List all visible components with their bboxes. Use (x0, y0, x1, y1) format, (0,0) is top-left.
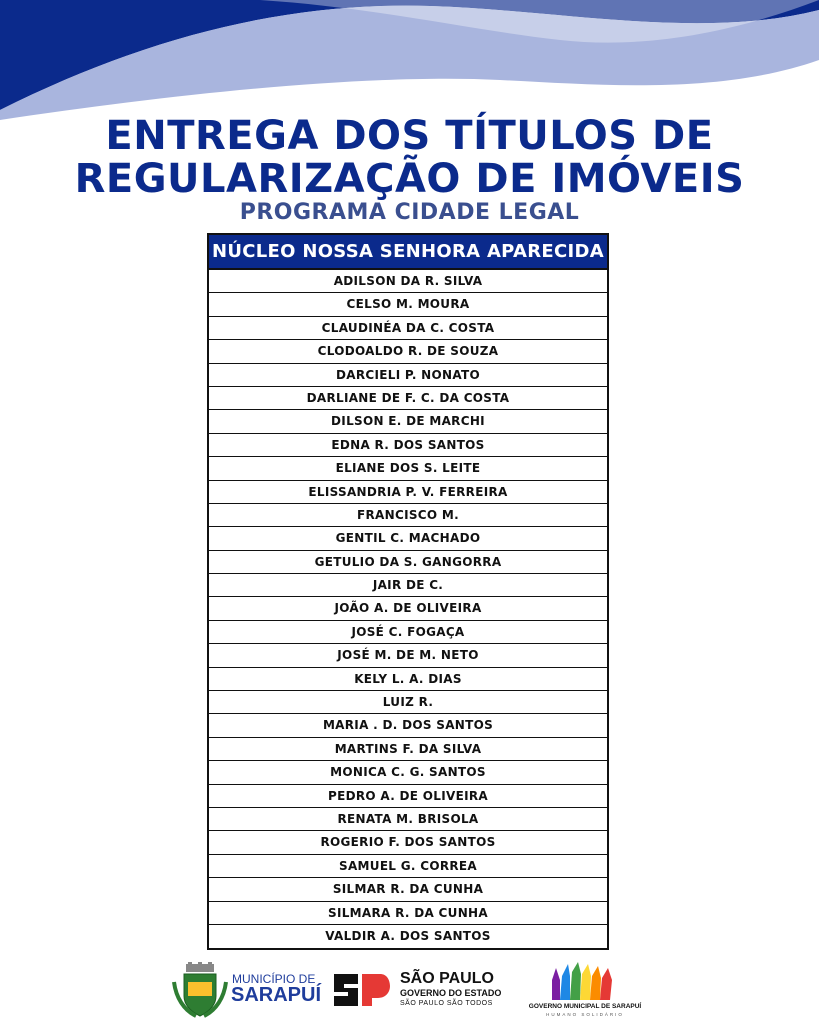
sp-mark-icon (332, 970, 392, 1010)
table-row: FRANCISCO M. (209, 504, 607, 527)
table-rows (209, 270, 607, 948)
footer-logos (0, 960, 819, 1024)
table-heading: NÚCLEO NOSSA SENHORA APARECIDA (209, 235, 607, 270)
table-row: DARCIELI P. NONATO (209, 364, 607, 387)
table-row: CLODOALDO R. DE SOUZA (209, 340, 607, 363)
sp-line3: SÃO PAULO SÃO TODOS (400, 1000, 493, 1007)
table-row: ELIANE DOS S. LEITE (209, 457, 607, 480)
colorful-hands-icon (548, 962, 618, 1002)
page-title-line2: REGULARIZAÇÃO DE IMÓVEIS (74, 156, 745, 202)
table-row: JAIR DE C. (209, 574, 607, 597)
governo-municipal-logo (520, 960, 650, 1020)
sao-paulo-logo (332, 960, 502, 1020)
names-table (207, 233, 609, 950)
table-row: GETULIO DA S. GANGORRA (209, 551, 607, 574)
table-row: RENATA M. BRISOLA (209, 808, 607, 831)
municipio-label: MUNICÍPIO DE (232, 972, 316, 986)
page-subtitle: PROGRAMA CIDADE LEGAL (239, 200, 580, 225)
municipal-crest-icon (172, 962, 228, 1018)
table-row: ADILSON DA R. SILVA (209, 270, 607, 293)
table-row: KELY L. A. DIAS (209, 668, 607, 691)
header-waves (0, 0, 819, 120)
table-row: JOÃO A. DE OLIVEIRA (209, 597, 607, 620)
table-row: PEDRO A. DE OLIVEIRA (209, 785, 607, 808)
table-row: ELISSANDRIA P. V. FERREIRA (209, 481, 607, 504)
table-row: GENTIL C. MACHADO (209, 527, 607, 550)
sarapui-logo (172, 960, 322, 1020)
sp-line1: SÃO PAULO (400, 970, 494, 987)
table-row: JOSÉ C. FOGAÇA (209, 621, 607, 644)
table-row: VALDIR A. DOS SANTOS (325, 928, 491, 943)
table-row: SILMAR R. DA CUNHA (209, 878, 607, 901)
gov-line2: HUMANO SOLIDÁRIO (546, 1012, 624, 1017)
page-title-line1: ENTREGA DOS TÍTULOS DE (105, 113, 714, 159)
table-row: DILSON E. DE MARCHI (209, 410, 607, 433)
table-row: SAMUEL G. CORREA (209, 855, 607, 878)
table-row: JOSÉ M. DE M. NETO (209, 644, 607, 667)
table-row: SILMARA R. DA CUNHA (209, 902, 607, 925)
municipio-name: SARAPUÍ (231, 984, 322, 1006)
table-row: MONICA C. G. SANTOS (209, 761, 607, 784)
table-row: EDNA R. DOS SANTOS (209, 434, 607, 457)
table-row: CELSO M. MOURA (209, 293, 607, 316)
table-row: MARIA . D. DOS SANTOS (209, 714, 607, 737)
table-row: ROGERIO F. DOS SANTOS (209, 831, 607, 854)
table-row: CLAUDINÉA DA C. COSTA (209, 317, 607, 340)
sp-line2: GOVERNO DO ESTADO (400, 988, 502, 998)
table-row: DARLIANE DE F. C. DA COSTA (209, 387, 607, 410)
gov-line1: GOVERNO MUNICIPAL DE SARAPUÍ (528, 1003, 642, 1010)
table-row: MARTINS F. DA SILVA (209, 738, 607, 761)
table-row: LUIZ R. (209, 691, 607, 714)
